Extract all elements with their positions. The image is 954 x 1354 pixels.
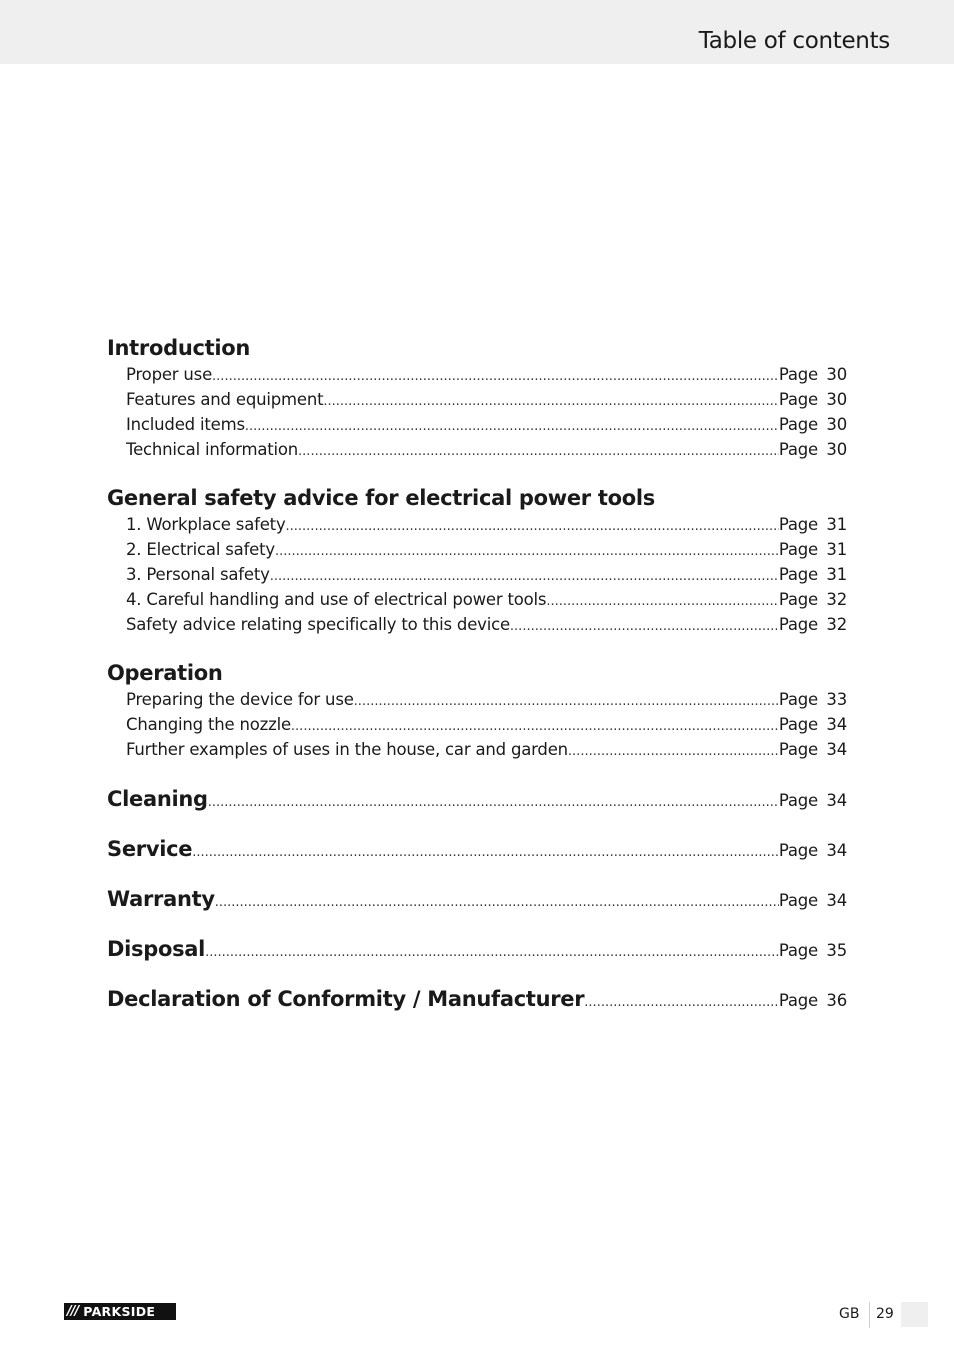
page-number: 31 xyxy=(826,540,847,559)
footer-divider xyxy=(869,1302,870,1328)
page-reference xyxy=(779,836,847,866)
page-word: Page xyxy=(778,390,818,409)
toc-entry-label: 3. Personal safety xyxy=(126,565,270,584)
toc-entry[interactable] xyxy=(107,687,847,712)
page-word: Page xyxy=(778,740,818,759)
section-heading: Operation xyxy=(107,661,223,685)
toc-entry-label: Features and equipment xyxy=(126,390,324,409)
page-number-footer: 29 xyxy=(876,1306,894,1322)
dot-leader xyxy=(275,539,779,564)
toc-entry[interactable] xyxy=(107,512,847,537)
toc-section-general-safety xyxy=(107,484,847,637)
dot-leader xyxy=(205,938,779,968)
dot-leader xyxy=(215,888,779,918)
page-number: 30 xyxy=(826,390,847,409)
page-reference xyxy=(779,537,847,562)
dot-leader xyxy=(546,589,779,614)
toc-entry-label: Further examples of uses in the house, car and garden xyxy=(126,740,568,759)
page-word: Page xyxy=(778,690,818,709)
toc-section-introduction xyxy=(107,334,847,462)
page-number: 31 xyxy=(826,515,847,534)
toc-entry-label: 1. Workplace safety xyxy=(126,515,286,534)
page-reference xyxy=(779,786,847,816)
toc-entry[interactable] xyxy=(107,437,847,462)
page-word: Page xyxy=(778,891,818,910)
language-code: GB xyxy=(839,1306,860,1322)
section-heading: Disposal xyxy=(107,937,206,961)
page-reference xyxy=(779,612,847,637)
page-number: 32 xyxy=(826,615,847,634)
brand-name: PARKSIDE xyxy=(83,1304,156,1319)
page-word: Page xyxy=(778,440,818,459)
toc-entry[interactable] xyxy=(107,362,847,387)
page-number: 34 xyxy=(826,791,847,810)
page-number: 32 xyxy=(826,590,847,609)
dot-leader xyxy=(208,788,779,818)
toc-entry[interactable] xyxy=(107,712,847,737)
page-reference xyxy=(779,712,847,737)
toc-entry[interactable] xyxy=(107,612,847,637)
logo-stripes-icon: /// xyxy=(67,1304,79,1319)
section-heading: Service xyxy=(107,837,193,861)
dot-leader xyxy=(298,439,779,464)
toc-entry[interactable] xyxy=(107,387,847,412)
section-heading: Warranty xyxy=(107,887,215,911)
toc-section-cleaning[interactable] xyxy=(107,784,847,834)
dot-leader xyxy=(192,838,779,868)
dot-leader xyxy=(510,614,779,639)
dot-leader xyxy=(354,689,779,714)
page-word: Page xyxy=(778,415,818,434)
toc-entry-label: 2. Electrical safety xyxy=(126,540,275,559)
table-of-contents xyxy=(107,334,847,1034)
section-heading: Introduction xyxy=(107,336,251,360)
toc-entry-label: Preparing the device for use xyxy=(126,690,354,709)
page-reference xyxy=(779,936,847,966)
dot-leader xyxy=(270,564,779,589)
page-reference xyxy=(779,362,847,387)
parkside-logo xyxy=(64,1303,176,1320)
dot-leader xyxy=(291,714,779,739)
dot-leader xyxy=(584,988,779,1018)
toc-section-service[interactable] xyxy=(107,834,847,884)
page-word: Page xyxy=(778,540,818,559)
toc-section-warranty[interactable] xyxy=(107,884,847,934)
toc-entry[interactable] xyxy=(107,737,847,762)
page-number: 30 xyxy=(826,415,847,434)
section-heading: Cleaning xyxy=(107,787,208,811)
page-word: Page xyxy=(778,590,818,609)
toc-entry[interactable] xyxy=(107,412,847,437)
page-word: Page xyxy=(778,791,818,810)
page-reference xyxy=(779,387,847,412)
toc-section-operation xyxy=(107,659,847,762)
page-word: Page xyxy=(778,715,818,734)
toc-entry-label: Safety advice relating specifically to this device xyxy=(126,615,510,634)
page-reference xyxy=(779,437,847,462)
page-reference xyxy=(779,687,847,712)
page-number: 30 xyxy=(826,365,847,384)
dot-leader xyxy=(245,414,779,439)
page-word: Page xyxy=(778,365,818,384)
section-heading: General safety advice for electrical power tools xyxy=(107,486,655,510)
toc-entry-label: Technical information xyxy=(126,440,299,459)
page-word: Page xyxy=(778,991,818,1010)
page-reference xyxy=(779,587,847,612)
page-word: Page xyxy=(778,515,818,534)
page-reference xyxy=(779,737,847,762)
toc-entry[interactable] xyxy=(107,587,847,612)
page-number: 35 xyxy=(826,941,847,960)
page-title: Table of contents xyxy=(698,28,890,54)
toc-section-declaration[interactable] xyxy=(107,984,847,1034)
toc-entry-label: Proper use xyxy=(126,365,213,384)
toc-section-disposal[interactable] xyxy=(107,934,847,984)
page-number: 34 xyxy=(826,891,847,910)
page-number: 34 xyxy=(826,740,847,759)
dot-leader xyxy=(323,389,778,414)
section-heading: Declaration of Conformity / Manufacturer xyxy=(107,987,585,1011)
page-reference xyxy=(779,886,847,916)
page-word: Page xyxy=(778,615,818,634)
toc-entry-label: Changing the nozzle xyxy=(126,715,291,734)
page-reference xyxy=(779,512,847,537)
dot-leader xyxy=(568,739,779,764)
page-word: Page xyxy=(778,841,818,860)
toc-entry[interactable] xyxy=(107,537,847,562)
toc-entry[interactable] xyxy=(107,562,847,587)
page-number: 30 xyxy=(826,440,847,459)
dot-leader xyxy=(212,364,779,389)
footer-tab-marker xyxy=(901,1302,928,1327)
page-number: 34 xyxy=(826,715,847,734)
page-reference xyxy=(779,412,847,437)
page-number: 31 xyxy=(826,565,847,584)
page-number: 34 xyxy=(826,841,847,860)
toc-entry-label: 4. Careful handling and use of electrical power tools xyxy=(126,590,547,609)
dot-leader xyxy=(286,514,779,539)
toc-entry-label: Included items xyxy=(126,415,245,434)
page-number: 33 xyxy=(826,690,847,709)
page-reference xyxy=(779,562,847,587)
page-word: Page xyxy=(778,565,818,584)
page-word: Page xyxy=(778,941,818,960)
page-reference xyxy=(779,986,847,1016)
page-number: 36 xyxy=(826,991,847,1010)
